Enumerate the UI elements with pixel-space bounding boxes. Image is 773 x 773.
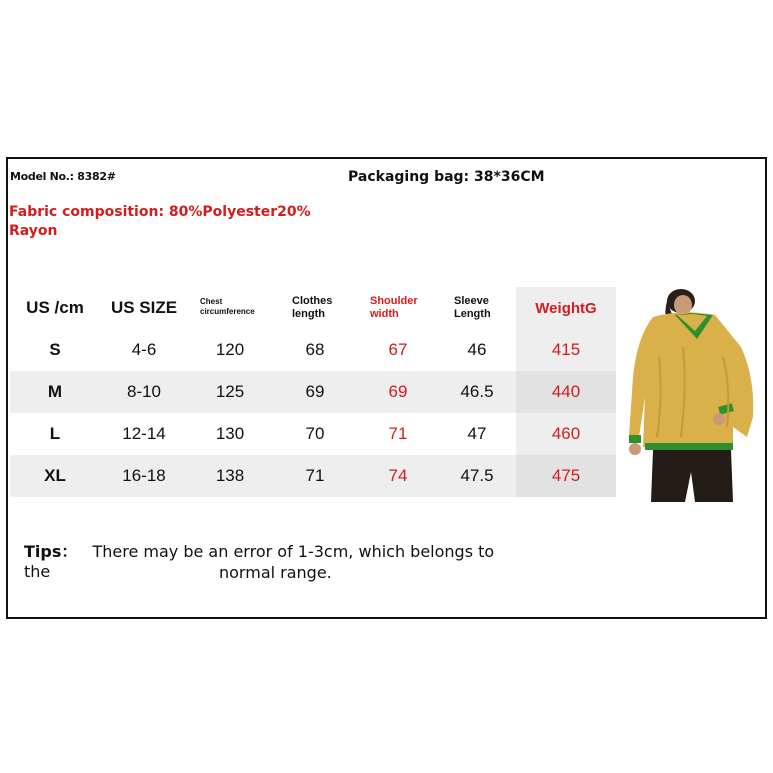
table-row bbox=[10, 371, 616, 413]
size-table bbox=[10, 287, 616, 497]
cell-us-size: 8-10 bbox=[100, 371, 188, 413]
cell-us-size: 12-14 bbox=[122, 424, 166, 443]
cell-clothes-length: 71 bbox=[272, 455, 358, 497]
header-weight: WeightG bbox=[516, 287, 616, 329]
model-photo bbox=[623, 287, 763, 502]
header-shoulder-width: Shoulder width bbox=[370, 294, 418, 320]
header-us-size: US SIZE bbox=[110, 298, 178, 317]
cell-size: L bbox=[49, 424, 61, 443]
cell-chest: 138 bbox=[188, 455, 272, 497]
cell-chest: 130 bbox=[215, 424, 245, 443]
cell-sleeve: 47.5 bbox=[438, 455, 516, 497]
cell-weight: 475 bbox=[516, 455, 616, 497]
header-chest: Chest circumference bbox=[200, 297, 255, 316]
tips-label: Tips： bbox=[24, 542, 78, 561]
cell-clothes-length: 70 bbox=[305, 424, 325, 443]
packaging-size: Packaging bag: 38*36CM bbox=[348, 169, 545, 185]
tips-line1: There may be an error of 1-3cm, which belongs to the bbox=[24, 542, 495, 581]
header-clothes-length: Clothes length bbox=[292, 294, 333, 320]
cell-shoulder: 74 bbox=[358, 455, 438, 497]
tips-line2: normal range. bbox=[219, 563, 332, 582]
cell-us-size: 16-18 bbox=[100, 455, 188, 497]
table-header-row bbox=[10, 287, 616, 329]
cell-sleeve: 47 bbox=[467, 424, 487, 443]
fabric-composition: Fabric composition: 80%Polyester20% Rayon bbox=[9, 204, 311, 239]
table-row bbox=[10, 413, 616, 455]
table-row bbox=[10, 329, 616, 371]
header-sleeve-length: Sleeve Length bbox=[454, 294, 491, 320]
header-us-cm: US /cm bbox=[26, 298, 84, 317]
cell-chest: 125 bbox=[188, 371, 272, 413]
cell-clothes-length: 69 bbox=[272, 371, 358, 413]
cell-sleeve: 46 bbox=[467, 340, 487, 359]
cell-size: XL bbox=[10, 455, 100, 497]
cell-us-size: 4-6 bbox=[131, 340, 157, 359]
cell-size: M bbox=[10, 371, 100, 413]
cell-sleeve: 46.5 bbox=[438, 371, 516, 413]
cell-chest: 120 bbox=[215, 340, 245, 359]
cell-weight: 460 bbox=[516, 413, 616, 455]
cell-shoulder: 67 bbox=[388, 340, 408, 359]
cell-size: S bbox=[49, 340, 61, 359]
cell-shoulder: 71 bbox=[388, 424, 408, 443]
cell-clothes-length: 68 bbox=[305, 340, 325, 359]
cell-weight: 415 bbox=[516, 329, 616, 371]
tips-note bbox=[24, 539, 524, 581]
size-chart-card bbox=[6, 157, 767, 619]
cell-shoulder: 69 bbox=[358, 371, 438, 413]
table-row bbox=[10, 455, 616, 497]
model-number: Model No.: 8382# bbox=[10, 170, 116, 183]
cell-weight: 440 bbox=[516, 371, 616, 413]
